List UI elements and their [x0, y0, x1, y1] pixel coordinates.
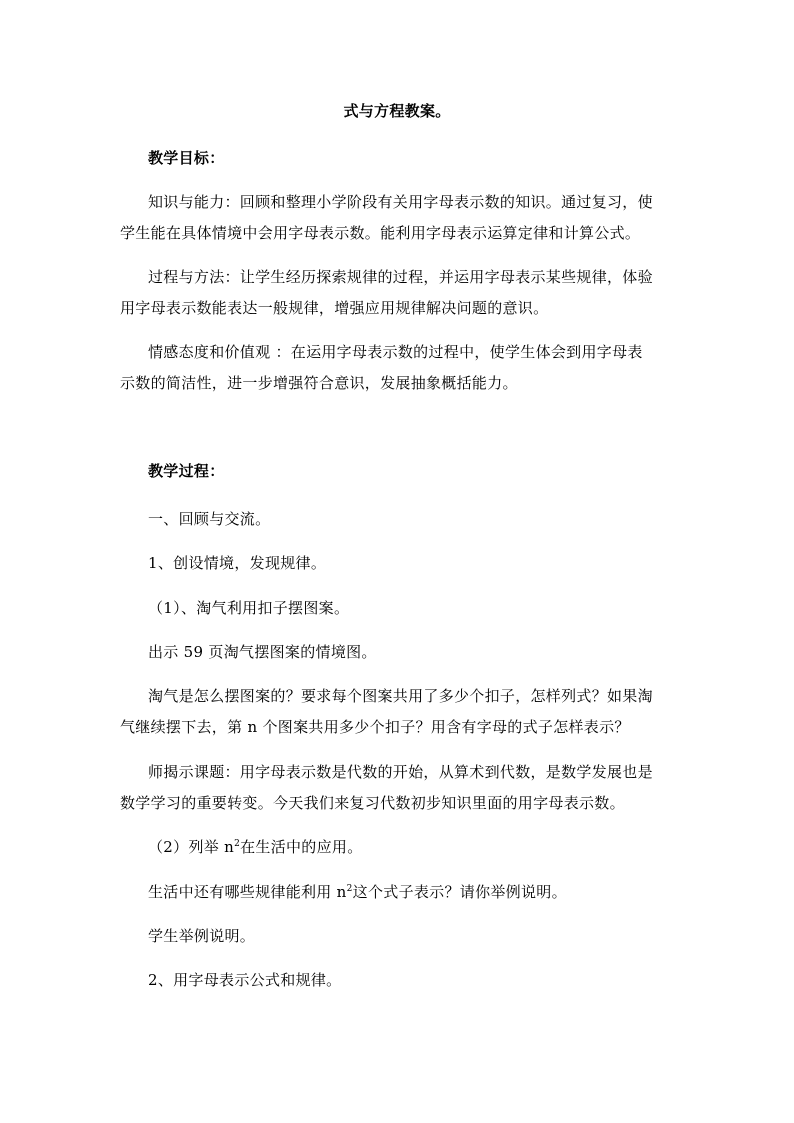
item-create-context: 1、创设情境，发现规律。	[148, 554, 327, 572]
life-question-sup: 2	[346, 884, 353, 894]
life-question-before: 生活中还有哪些规律能利用 n	[148, 883, 347, 901]
goal-emotion-line2: 示数的简洁性，进一步增强符合意识，发展抽象概括能力。	[120, 374, 518, 392]
reveal-line2: 数学学习的重要转变。今天我们来复习代数初步知识里面的用字母表示数。	[120, 794, 625, 812]
sub-item-n-squared-after: 在生活中的应用。	[240, 838, 363, 856]
show-picture-note: 出示 59 页淘气摆图案的情境图。	[148, 643, 377, 661]
students-examples: 学生举例说明。	[148, 927, 256, 945]
question-line2: 气继续摆下去，第 n 个图案共用多少个扣子？用含有字母的式子怎样表示？	[120, 718, 630, 736]
sub-item-n-squared	[148, 837, 363, 857]
item-formulas: 2、用字母表示公式和规律。	[148, 971, 342, 989]
sub-item-n-squared-before: （2）列举 n	[148, 838, 235, 856]
goal-knowledge-line1: 知识与能力：回顾和整理小学阶段有关用字母表示数的知识。通过复习，使	[148, 193, 653, 211]
question-line1: 淘气是怎么摆图案的？要求每个图案共用了多少个扣子，怎样列式？如果淘	[148, 687, 653, 705]
document-title: 式与方程教案。	[343, 102, 451, 120]
sub-item-n-squared-sup: 2	[234, 839, 241, 849]
sub-item-buttons: （1）、淘气利用扣子摆图案。	[148, 599, 350, 617]
goal-process-line1: 过程与方法：让学生经历探索规律的过程，并运用字母表示某些规律，体验	[148, 268, 653, 286]
section-review: 一、回顾与交流。	[148, 510, 271, 528]
goal-process-line2: 用字母表示数能表达一般规律，增强应用规律解决问题的意识。	[120, 299, 549, 317]
goal-knowledge-line2: 学生能在具体情境中会用字母表示数。能利用字母表示运算定律和计算公式。	[120, 224, 641, 242]
process-heading: 教学过程：	[148, 462, 225, 480]
goal-emotion-line1: 情感态度和价值观 ：在运用字母表示数的过程中，使学生体会到用字母表	[148, 343, 643, 361]
goals-heading: 教学目标：	[148, 149, 225, 167]
life-question	[148, 882, 567, 902]
life-question-after: 这个式子表示？请你举例说明。	[352, 883, 567, 901]
reveal-line1: 师揭示课题：用字母表示数是代数的开始，从算术到代数，是数学发展也是	[148, 763, 653, 781]
